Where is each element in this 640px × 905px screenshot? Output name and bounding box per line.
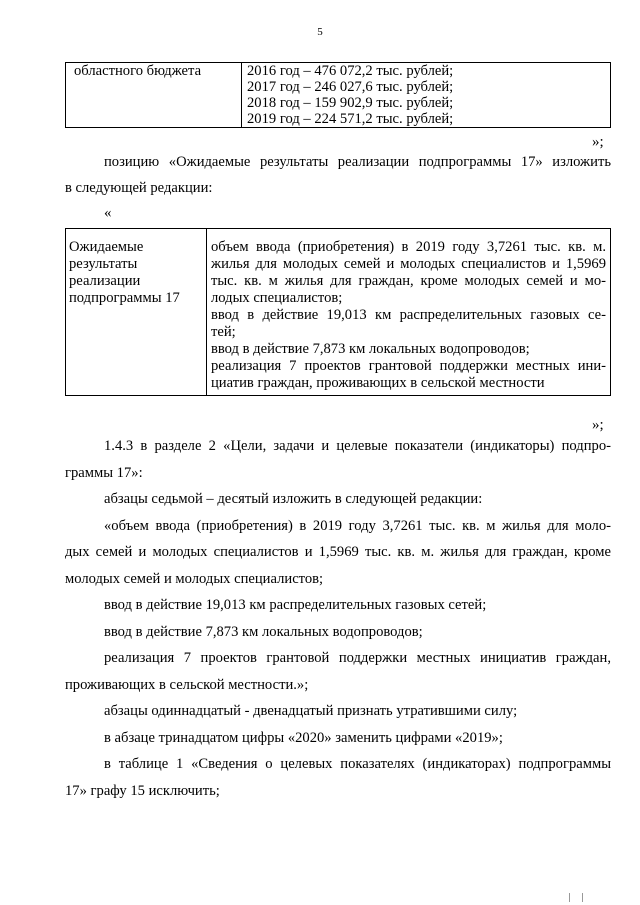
label-line: реализации [69, 273, 141, 289]
value-line: ввод в действие 7,873 км локальных водопроводов; [211, 341, 530, 357]
body-line: ввод в действие 19,013 км распределительных газовых сетей; [104, 597, 487, 613]
value-line: тей; [211, 324, 236, 340]
scan-mark [582, 893, 583, 902]
close-quote-1: »; [592, 134, 604, 150]
page-number: 5 [317, 26, 323, 38]
body-line: 1.4.3 в разделе 2 «Цели, задачи и целевые показатели (индикаторы) подпро- [104, 438, 611, 454]
value-line: лодых специалистов; [211, 290, 343, 306]
label-line: подпрограммы 17 [69, 290, 180, 306]
body-line: граммы 17»: [65, 464, 143, 481]
body-line: в таблице 1 «Сведения о целевых показателях (индикаторах) подпрограммы [104, 756, 611, 772]
value-line: реализация 7 проектов грантовой поддержки местных ини- [211, 358, 606, 374]
value-line: жилья для молодых семей и молодых специалистов и 1,5969 [211, 256, 606, 272]
label-line: Ожидаемые [69, 239, 144, 255]
funding-source-cell [66, 63, 242, 128]
intro-line-1: позицию «Ожидаемые результаты реализации подпрограммы 17» изложить [104, 154, 611, 170]
expected-results-label-cell [66, 229, 207, 396]
close-quote-2: »; [592, 417, 604, 433]
value-line: ввод в действие 19,013 км распределительных газовых се- [211, 307, 606, 323]
body-line: 17» графу 15 исключить; [65, 782, 220, 799]
value-line: объем ввода (приобретения) в 2019 году 3,7261 тыс. кв. м. [211, 239, 606, 255]
funding-year-line: 2016 год – 476 072,2 тыс. рублей; [247, 63, 454, 79]
expected-results-value-cell [207, 229, 611, 396]
body-line: проживающих в сельской местности.»; [65, 676, 309, 693]
body-line: абзацы одиннадцатый - двенадцатый признать утратившими силу; [104, 703, 518, 719]
intro-line-2: в следующей редакции: [65, 180, 213, 196]
label-line: результаты [69, 256, 138, 272]
expected-results-table [65, 228, 611, 396]
open-quote: « [104, 205, 112, 221]
body-line: абзацы седьмой – десятый изложить в следующей редакции: [104, 491, 483, 507]
body-line: дых семей и молодых специалистов и 1,5969 тыс. кв. м. жилья для граждан, кроме [65, 544, 611, 560]
funding-years-cell [242, 63, 611, 128]
funding-table [65, 62, 611, 128]
body-text [65, 433, 611, 804]
funding-year-line: 2018 год – 159 902,9 тыс. рублей; [247, 95, 454, 111]
body-line: молодых семей и молодых специалистов; [65, 570, 324, 587]
funding-source-label: областного бюджета [74, 63, 202, 79]
scan-mark [569, 893, 570, 902]
funding-year-line: 2017 год – 246 027,6 тыс. рублей; [247, 79, 454, 95]
funding-year-line: 2019 год – 224 571,2 тыс. рублей; [247, 111, 454, 127]
body-line: ввод в действие 7,873 км локальных водопроводов; [104, 623, 423, 640]
body-line: в абзаце тринадцатом цифры «2020» заменить цифрами «2019»; [104, 729, 503, 746]
value-line: циатив граждан, проживающих в сельской местности [211, 375, 545, 391]
body-line: «объем ввода (приобретения) в 2019 году 3,7261 тыс. кв. м жилья для моло- [104, 517, 611, 534]
value-line: тыс. кв. м жилья для граждан, кроме молодых семей и мо- [211, 273, 606, 289]
body-line: реализация 7 проектов грантовой поддержки местных инициатив граждан, [104, 650, 611, 666]
